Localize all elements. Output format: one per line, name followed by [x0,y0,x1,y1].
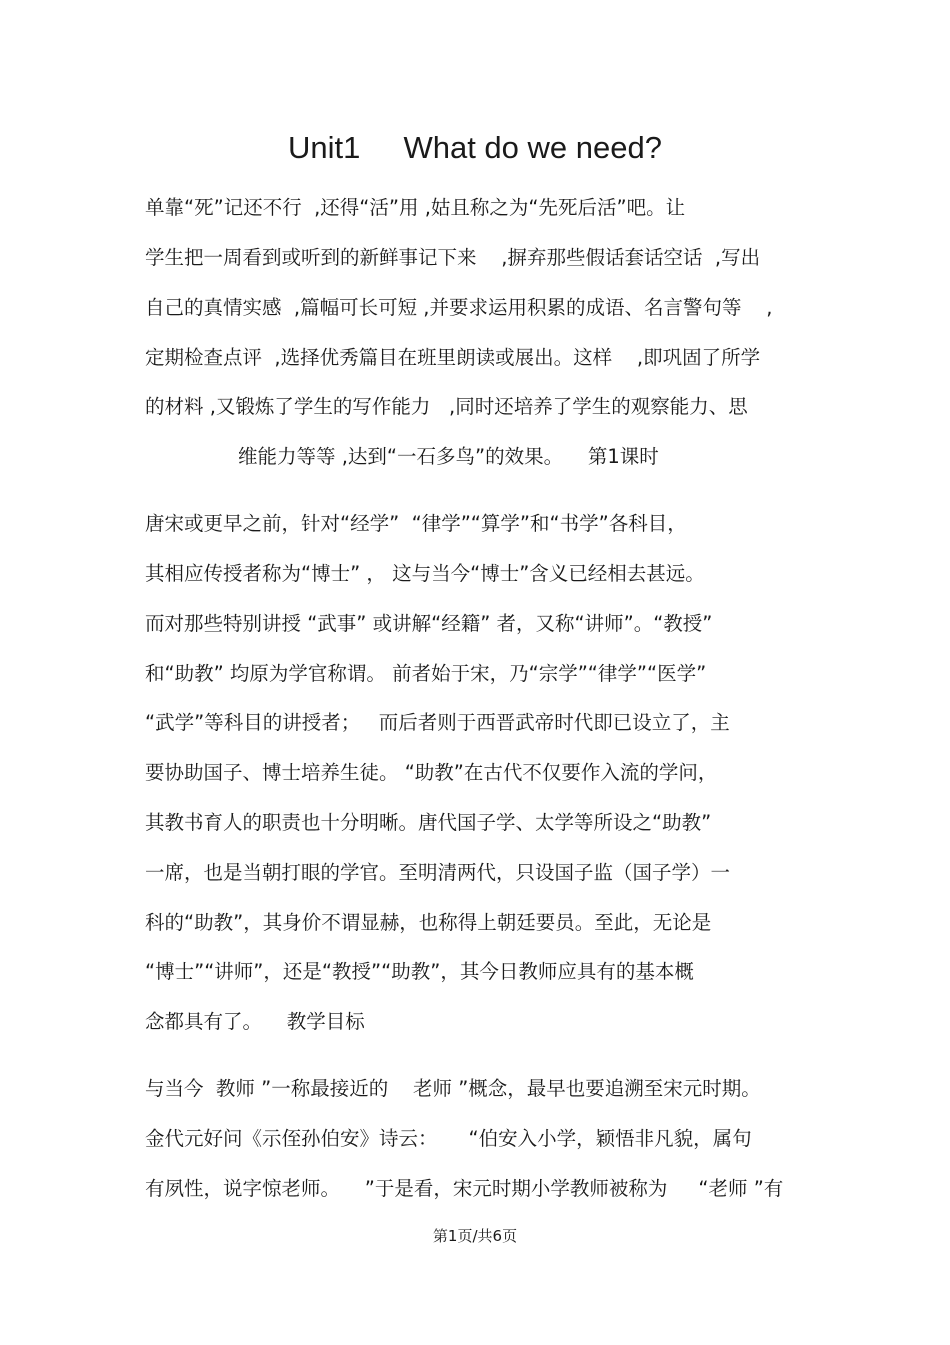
text-line: 自己的真情实感 ,篇幅可长可短 ,并要求运用积累的成语、名言警句等 , [145,296,773,319]
text-line: 要协助国子、博士培养生徒。 “助教”在古代不仅要作入流的学问， [145,761,718,784]
text-line: 其相应传授者称为“博士” ， 这与当今“博士”含义已经相去甚远。 [145,562,705,585]
page-title: Unit1 What do we need? [288,130,662,165]
text-line: 科的“助教”，其身价不谓显赫，也称得上朝廷要员。至此，无论是 [145,911,712,934]
text-line: 定期检查点评 ,选择优秀篇目在班里朗读或展出。这样 ,即巩固了所学 [145,346,761,369]
text-line: 学生把一周看到或听到的新鲜事记下来 ,摒弃那些假话套话空话 ,写出 [145,246,761,269]
text-line: 维能力等等 ,达到“一石多鸟”的效果。 第1课时 [238,445,659,468]
text-line: 的材料 ,又锻炼了学生的写作能力 ,同时还培养了学生的观察能力、思 [145,395,748,418]
text-line: 有夙性，说字惊老师。 ”于是看，宋元时期小学教师被称为 “老师 ”有 [145,1177,784,1200]
text-line: 念都具有了。 教学目标 [145,1010,365,1033]
page-number: 第1页/共6页 [432,1227,518,1245]
text-line: 唐宋或更早之前，针对“经学” “律学”“算学”和“书学”各科目， [145,512,687,535]
text-line: 其教书育人的职责也十分明晰。唐代国子学、太学等所设之“助教” [145,811,712,834]
text-line: 和“助教” 均原为学官称谓。 前者始于宋，乃“宗学”“律学”“医学” [145,662,707,685]
text-line: “武学”等科目的讲授者； 而后者则于西晋武帝时代即已设立了，主 [145,711,730,734]
text-line: 与当今 教师 ”一称最接近的 老师 ”概念，最早也要追溯至宋元时期。 [145,1077,761,1100]
text-line: 一席，也是当朝打眼的学官。至明清两代，只设国子监（国子学）一 [145,861,731,884]
text-line: 金代元好问《示侄孙伯安》诗云： “伯安入小学，颖悟非凡貌，属句 [145,1127,752,1150]
text-line: 而对那些特别讲授 “武事” 或讲解“经籍” 者，又称“讲师”。“教授” [145,612,713,635]
text-line: “博士”“讲师”，还是“教授”“助教”，其今日教师应具有的基本概 [145,960,694,983]
text-line: 单靠“死”记还不行 ,还得“活”用 ,姑且称之为“先死后活”吧。让 [145,196,686,219]
